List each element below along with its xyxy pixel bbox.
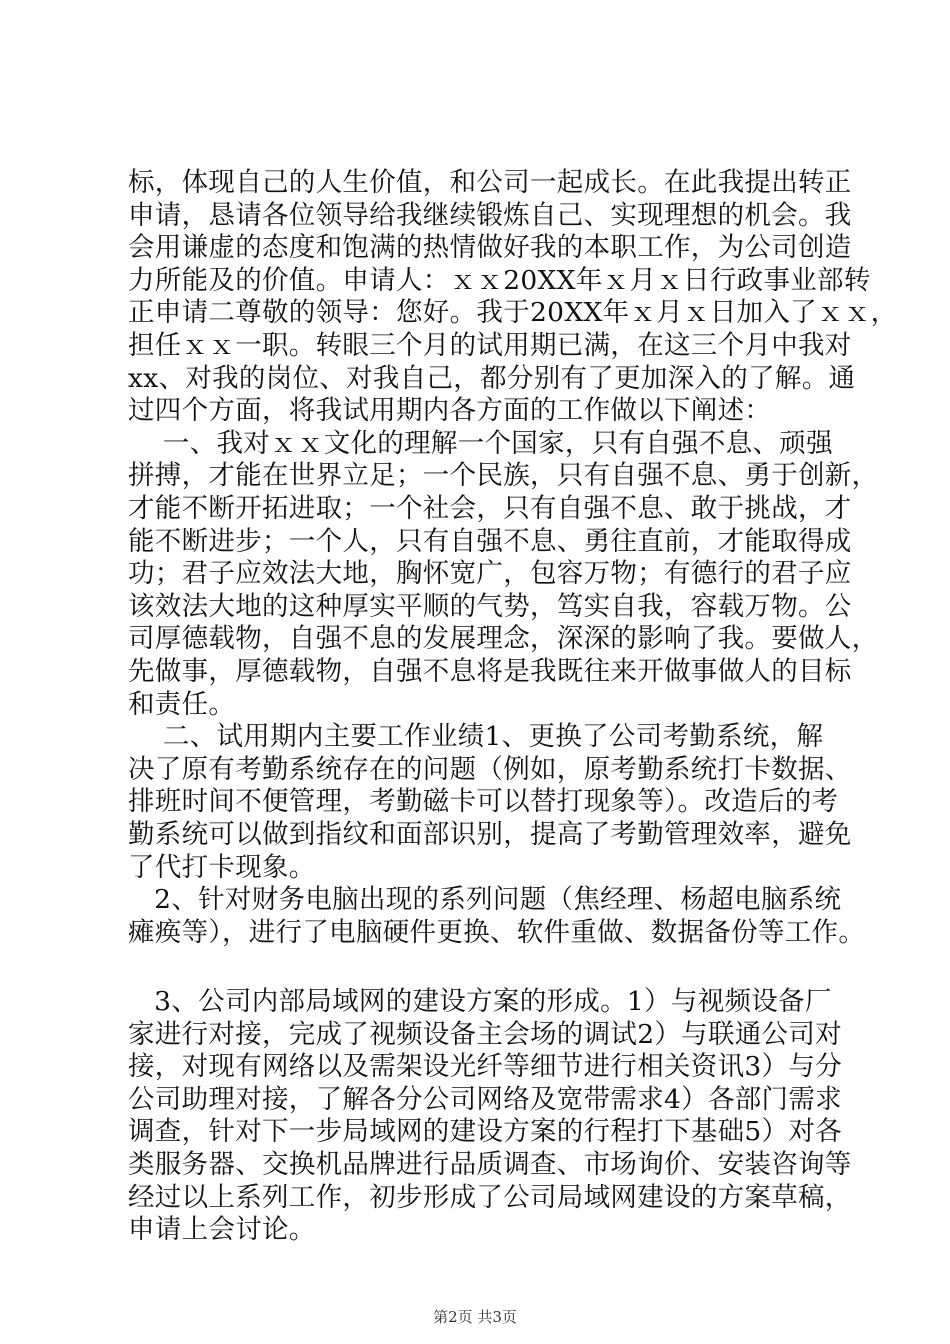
body-text-line: 拼搏，才能在世界立足；一个民族，只有自强不息、勇于创新，	[128, 460, 879, 491]
body-text-line: 接，对现有网络以及需架设光纤等细节进行相关资讯3）与分	[128, 1051, 842, 1082]
body-text-line: 和责任。	[128, 689, 236, 720]
body-text-line: 会用谦虚的态度和饱满的热情做好我的本职工作，为公司创造	[128, 232, 852, 263]
body-text-line: 了代打卡现象。	[128, 852, 316, 883]
body-text-line: 2、针对财务电脑出现的系列问题（焦经理、杨超电脑系统	[128, 884, 842, 915]
body-text-line: 才能不断开拓进取；一个社会，只有自强不息、敢于挑战，才	[128, 493, 852, 524]
body-text-line: 担任ｘｘ一职。转眼三个月的试用期已满，在这三个月中我对	[128, 330, 852, 361]
body-text-line: 正申请二尊敬的领导：您好。我于20XX年ｘ月ｘ日加入了ｘｘ，	[128, 297, 898, 328]
body-text-line: 排班时间不便管理，考勤磁卡可以替打现象等）。改造后的考	[128, 786, 839, 817]
body-text-line: 标，体现自己的人生价值，和公司一起成长。在此我提出转正	[128, 167, 852, 198]
body-text-line: 3、公司内部局域网的建设方案的形成。1）与视频设备厂	[128, 986, 832, 1017]
body-text-line: 瘫痪等），进行了电脑硬件更换、软件重做、数据备份等工作。	[128, 917, 866, 948]
body-text-line: 经过以上系列工作，初步形成了公司局域网建设的方案草稿，	[128, 1182, 852, 1213]
body-text-line: 功；君子应效法大地，胸怀宽广，包容万物；有德行的君子应	[128, 558, 852, 589]
body-text-line: 力所能及的价值。申请人：ｘｘ20XX年ｘ月ｘ日行政事业部转	[128, 265, 871, 296]
page-number-footer: 第2页 共3页	[433, 1308, 517, 1326]
body-text-line: 一、我对ｘｘ文化的理解一个国家，只有自强不息、顽强	[128, 428, 833, 459]
body-text-line: xx、对我的岗位、对我自己，都分别有了更加深入的了解。通	[128, 363, 856, 394]
body-text-line: 调查，针对下一步局域网的建设方案的行程打下基础5）对各	[128, 1116, 842, 1147]
body-text-line: 该效法大地的这种厚实平顺的气势，笃实自我，容载万物。公	[128, 591, 852, 622]
body-text-line: 决了原有考勤系统存在的问题（例如，原考勤系统打卡数据、	[128, 754, 852, 785]
body-text-line: 公司助理对接，了解各分公司网络及宽带需求4）各部门需求	[128, 1084, 842, 1115]
body-text-line: 家进行对接，完成了视频设备主会场的调试2）与联通公司对	[128, 1019, 842, 1050]
body-text-line: 二、试用期内主要工作业绩1、更换了公司考勤系统，解	[128, 721, 824, 752]
body-text-line: 先做事，厚德载物，自强不息将是我既往来开做事做人的目标	[128, 656, 852, 687]
body-text-line: 司厚德载物，自强不息的发展理念，深深的影响了我。要做人，	[128, 623, 879, 654]
body-text-line: 勤系统可以做到指纹和面部识别，提高了考勤管理效率，避免	[128, 819, 852, 850]
body-text-line: 申请上会讨论。	[128, 1214, 316, 1245]
body-text-line: 能不断进步；一个人，只有自强不息、勇往直前，才能取得成	[128, 526, 852, 557]
body-text-line: 过四个方面，将我试用期内各方面的工作做以下阐述：	[128, 395, 772, 426]
body-text-line: 类服务器、交换机品牌进行品质调查、市场询价、安装咨询等	[128, 1149, 852, 1180]
body-text-line: 申请，恳请各位领导给我继续锻炼自己、实现理想的机会。我	[128, 200, 852, 231]
